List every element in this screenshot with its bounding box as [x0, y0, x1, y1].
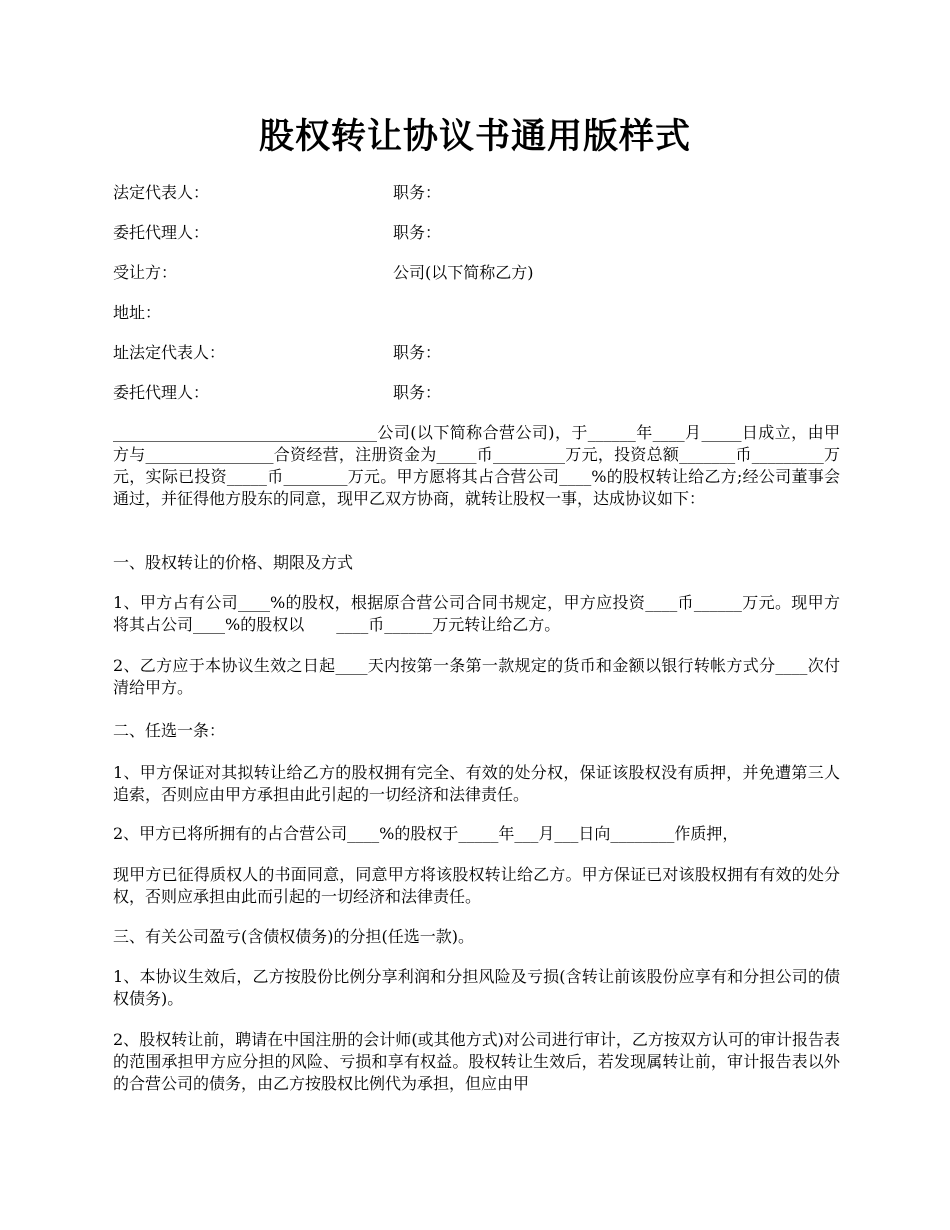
field-label: 地址：: [113, 303, 162, 322]
section-heading-2: 二、任选一条：: [113, 721, 226, 740]
field-value: 公司(以下简称乙方): [393, 263, 534, 282]
field-row-agent-2: [113, 381, 838, 405]
paragraph-2-2-cont: 现甲方已征得质权人的书面同意，同意甲方将该股权转让给乙方。甲方保证已对该股权拥有有效的处分权，否则应承担由此而引起的一切经济和法律责任。: [113, 865, 840, 906]
field-label: 委托代理人：: [113, 383, 210, 402]
field-row-address: [113, 301, 838, 325]
field-label: 受让方：: [113, 263, 178, 282]
field-row-transferee: [113, 261, 838, 285]
field-row-legal-rep-1: [113, 181, 838, 205]
paragraph-3-1: 1、本协议生效后，乙方按股份比例分享利润和分担风险及亏损(含转让前该股份应享有和分担公司的债权债务)。: [113, 967, 840, 1008]
field-row-agent-1: [113, 221, 838, 245]
section-heading-3: 三、有关公司盈亏(含债权债务)的分担(任选一款)。: [113, 927, 474, 946]
paragraph-intro: _________________________________公司(以下简称合营公司)，于______年____月_____日成立，由甲方与________________合资经营，注册资金为_____币_________万元，投资总额_______币_________万元，实际已投资_____币________万元。甲方愿将其占合营公司____%的股权转让给乙方;经公司董事会通过，并征得他方股东的同意，现甲乙双方协商，就转让股权一事，达成协议如下：: [113, 423, 840, 508]
field-label: 法定代表人：: [113, 183, 210, 202]
field-value: 职务：: [393, 223, 442, 242]
section-heading-1: 一、股权转让的价格、期限及方式: [113, 553, 354, 572]
paragraph-1-2: 2、乙方应于本协议生效之日起____天内按第一条第一款规定的货币和金额以银行转帐方式分____次付清给甲方。: [113, 656, 840, 697]
field-value: 职务：: [393, 383, 442, 402]
field-row-legal-rep-2: [113, 341, 838, 365]
paragraph-2-2: 2、甲方已将所拥有的占合营公司____%的股权于_____年___月___日向________作质押，: [113, 824, 739, 843]
field-label: 委托代理人：: [113, 223, 210, 242]
paragraph-3-2: 2、股权转让前，聘请在中国注册的会计师(或其他方式)对公司进行审计，乙方按双方认可的审计报告表的范围承担甲方应分担的风险、亏损和享有权益。股权转让生效后，若发现属转让前，审计报告表以外的合营公司的债务，由乙方按股权比例代为承担，但应由甲: [113, 1030, 840, 1093]
field-value: 职务：: [393, 343, 442, 362]
paragraph-2-1: 1、甲方保证对其拟转让给乙方的股权拥有完全、有效的处分权，保证该股权没有质押，并免遭第三人追索，否则应由甲方承担由此引起的一切经济和法律责任。: [113, 763, 840, 804]
field-value: 职务：: [393, 183, 442, 202]
paragraph-1-1: 1、甲方占有公司____%的股权，根据原合营公司合同书规定，甲方应投资____币______万元。现甲方将其占公司____%的股权以 ____币______万元转让给乙方。: [113, 593, 840, 634]
field-label: 址法定代表人：: [113, 343, 226, 362]
document-title: 股权转让协议书通用版样式: [258, 116, 691, 157]
